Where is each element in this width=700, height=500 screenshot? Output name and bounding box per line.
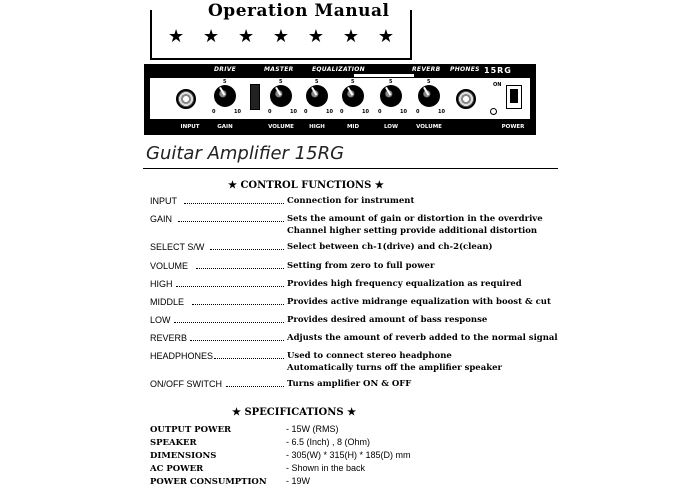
fn-desc: Connection for instrument	[287, 196, 415, 206]
fn-desc: Adjusts the amount of reverb added to the normal signal	[287, 333, 558, 343]
star-row	[168, 28, 394, 46]
spec-value: - 15W (RMS)	[286, 424, 339, 434]
scale-mid: 5	[223, 79, 227, 85]
fn-name: ON/OFF SWITCH	[150, 379, 222, 389]
leader-dots	[226, 386, 284, 387]
specifications-title: ★ SPECIFICATIONS ★	[232, 407, 357, 418]
fn-desc: Used to connect stereo headphone	[287, 351, 452, 361]
label-input: INPUT	[180, 124, 200, 130]
fn-name: MIDDLE	[150, 297, 185, 307]
leader-dots	[174, 322, 284, 323]
high-knob-icon	[306, 85, 328, 107]
mid-knob-icon	[342, 85, 364, 107]
spec-value: - 19W	[286, 476, 311, 486]
leader-dots	[190, 340, 284, 341]
scale-mid: 5	[315, 79, 319, 85]
scale-min: 0	[268, 109, 272, 115]
star-icon: ★	[377, 26, 394, 47]
star-icon: ★	[307, 26, 325, 47]
leader-dots	[184, 203, 284, 204]
scale-mid: 5	[279, 79, 283, 85]
leader-dots	[214, 358, 284, 359]
spec-name: AC POWER	[150, 464, 204, 474]
fn-name: INPUT	[150, 196, 177, 206]
fn-desc: Provides high frequency equalization as required	[287, 279, 522, 289]
scale-max: 10	[400, 109, 407, 115]
spec-value: - 6.5 (Inch) , 8 (Ohm)	[286, 437, 371, 447]
label-master: MASTER	[264, 66, 294, 73]
scale-max: 10	[438, 109, 445, 115]
scale-min: 0	[304, 109, 308, 115]
on-label: ON	[493, 82, 502, 88]
spec-value: - Shown in the back	[286, 463, 366, 473]
scale-max: 10	[362, 109, 369, 115]
fn-name: LOW	[150, 315, 171, 325]
label-drive: DRIVE	[214, 66, 237, 73]
master-volume-knob-icon	[270, 85, 292, 107]
label-low: LOW	[383, 124, 399, 130]
fn-desc: Turns amplifier ON & OFF	[287, 379, 412, 389]
phones-jack-icon	[456, 89, 476, 109]
label-power: POWER	[501, 124, 525, 130]
label-phones: PHONES	[450, 66, 480, 73]
label-volume: VOLUME	[268, 124, 294, 130]
input-jack-icon	[176, 89, 196, 109]
reverb-volume-knob-icon	[418, 85, 440, 107]
leader-dots	[192, 304, 284, 305]
star-icon: ★	[272, 26, 290, 47]
fn-name: VOLUME	[150, 261, 189, 271]
manual-title: Operation Manual	[202, 1, 395, 21]
leader-dots	[178, 221, 284, 222]
scale-max: 10	[290, 109, 297, 115]
spec-name: POWER CONSUMPTION	[150, 477, 267, 487]
label-mid: MID	[346, 124, 360, 130]
spec-name: OUTPUT POWER	[150, 425, 232, 435]
spec-name: SPEAKER	[150, 438, 197, 448]
star-icon: ★	[342, 26, 359, 47]
scale-max: 10	[326, 109, 333, 115]
star-icon: ★	[168, 26, 185, 47]
star-icon: ★	[237, 26, 255, 47]
select-switch-icon	[250, 84, 260, 110]
fn-name: HEADPHONES	[150, 351, 214, 361]
low-knob-icon	[380, 85, 402, 107]
fn-desc: Automatically turns off the amplifier speaker	[287, 363, 503, 373]
leader-dots	[196, 268, 284, 269]
fn-desc: Setting from zero to full power	[287, 261, 435, 271]
label-high: HIGH	[309, 124, 325, 130]
scale-min: 0	[378, 109, 382, 115]
scale-mid: 5	[351, 79, 355, 85]
model-badge: 15RG	[484, 66, 512, 75]
star-icon: ★	[202, 26, 220, 47]
product-name: Guitar Amplifier 15RG	[146, 143, 345, 164]
label-equalization: EQUALIZATION	[312, 66, 365, 73]
panel-face	[150, 78, 530, 119]
scale-max: 10	[234, 109, 241, 115]
gain-knob-icon	[214, 85, 236, 107]
leader-dots	[176, 286, 284, 287]
power-switch-icon	[506, 85, 522, 109]
fn-desc: Channel higher setting provide additional distortion	[287, 226, 538, 236]
fn-name: REVERB	[150, 333, 188, 343]
fn-desc: Select between ch-1(drive) and ch-2(clean)	[287, 242, 493, 252]
fn-desc: Sets the amount of gain or distortion in the overdrive	[287, 214, 543, 224]
fn-name: HIGH	[150, 279, 173, 289]
fn-name: GAIN	[150, 214, 173, 224]
control-functions-title: ★ CONTROL FUNCTIONS ★	[228, 180, 384, 191]
label-reverb: REVERB	[412, 66, 441, 73]
divider	[143, 168, 558, 169]
scale-min: 0	[340, 109, 344, 115]
label-gain: GAIN	[217, 124, 233, 130]
amp-control-panel	[144, 64, 536, 135]
eq-bar	[354, 74, 414, 77]
scale-min: 0	[212, 109, 216, 115]
label-volume-reverb: VOLUME	[416, 124, 442, 130]
leader-dots	[210, 249, 284, 250]
spec-name: DIMENSIONS	[150, 451, 217, 461]
fn-name: SELECT S/W	[150, 242, 205, 252]
scale-mid: 5	[427, 79, 431, 85]
power-led-icon	[490, 108, 497, 115]
fn-desc: Provides desired amount of bass response	[287, 315, 488, 325]
scale-min: 0	[416, 109, 420, 115]
fn-desc: Provides active midrange equalization with boost & cut	[287, 297, 551, 307]
spec-value: - 305(W) * 315(H) * 185(D) mm	[286, 450, 411, 460]
scale-mid: 5	[389, 79, 393, 85]
